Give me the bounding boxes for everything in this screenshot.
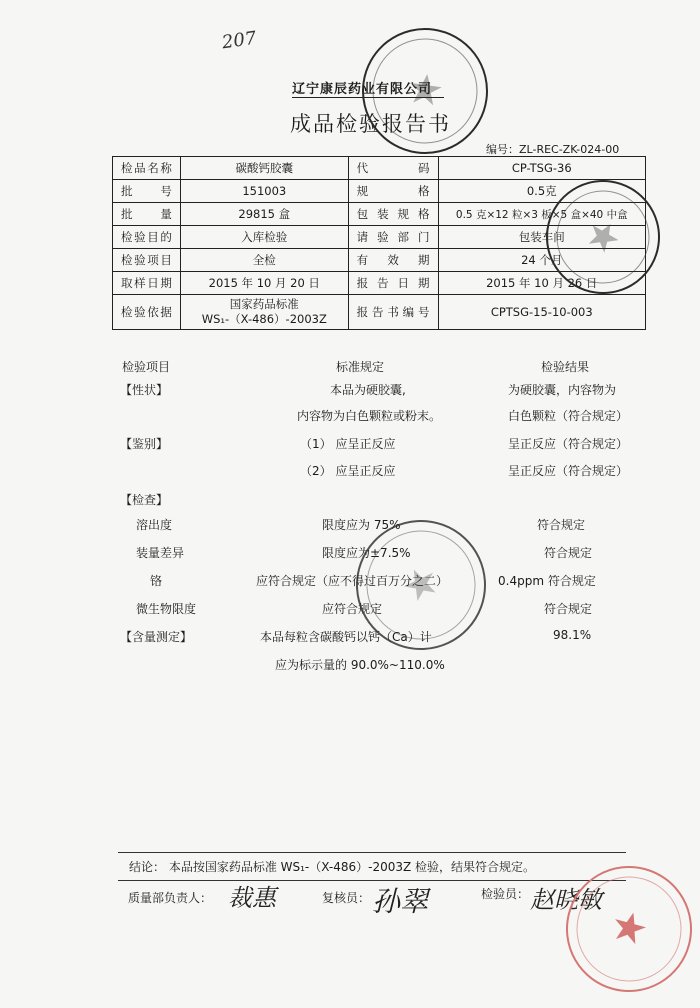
report-date-value: 2015 年 10 月 26 日	[438, 272, 646, 295]
red-qa-seal	[552, 852, 700, 1006]
code-label: 代 码	[348, 157, 438, 180]
top-company-seal	[354, 20, 496, 162]
report-no-label: 报告书编号	[348, 295, 438, 330]
inspector-signature: 赵晓敏	[530, 886, 602, 914]
inspection-name: 溶出度	[136, 518, 173, 532]
spec-label: 规 格	[348, 180, 438, 203]
product-name-value: 碳酸钙胶囊	[180, 157, 348, 180]
product-name-label: 检品名称	[113, 157, 181, 180]
code-value: CP-TSG-36	[438, 157, 646, 180]
request-dept-label: 请验部门	[348, 226, 438, 249]
reviewer-label: 复核员：	[322, 891, 371, 905]
appearance-label: 【性状】	[120, 383, 169, 397]
appearance-result-1: 为硬胶囊，内容物为	[508, 383, 617, 397]
purpose-value: 入库检验	[180, 226, 348, 249]
assay-standard-1: 本品每粒含碳酸钙以钙（Ca）计	[260, 630, 432, 644]
batch-qty-value: 29815 盒	[180, 203, 348, 226]
header-standard: 标准规定	[336, 360, 385, 374]
identification-result-1: 呈正反应（符合规定）	[508, 437, 629, 451]
basis-line1: 国家药品标准	[229, 297, 299, 311]
item-label: 检验项目	[113, 249, 181, 272]
package-spec-label: 包装规格	[348, 203, 438, 226]
report-title: 成品检验报告书	[290, 112, 451, 136]
info-row	[113, 295, 646, 330]
sample-date-label: 取样日期	[113, 272, 181, 295]
inspection-result: 符合规定	[544, 546, 593, 560]
request-dept-value: 包装车间	[438, 226, 646, 249]
inspection-name: 微生物限度	[136, 602, 197, 616]
inspection-standard: 应符合规定（应不得过百万分之二）	[256, 574, 449, 588]
seal-star-icon	[356, 22, 494, 160]
spec-value: 0.5克	[438, 180, 646, 203]
qa-head-label: 质量部负责人：	[128, 891, 213, 905]
reviewer-signature: 孙翠	[372, 885, 429, 918]
assay-label: 【含量测定】	[120, 630, 193, 644]
conclusion-top-rule	[118, 852, 626, 853]
company-name: 辽宁康辰药业有限公司	[292, 82, 433, 97]
batch-qty-label: 批 量	[113, 203, 181, 226]
assay-result: 98.1%	[553, 628, 592, 642]
basis-value	[180, 295, 348, 330]
identification-result-2: 呈正反应（符合规定）	[508, 464, 629, 478]
batch-no-value: 151003	[180, 180, 348, 203]
sample-date-value: 2015 年 10 月 20 日	[180, 272, 348, 295]
purpose-label: 检验目的	[113, 226, 181, 249]
validity-label: 有 效 期	[348, 249, 438, 272]
header-item: 检验项目	[122, 360, 171, 374]
header-result: 检验结果	[541, 360, 590, 374]
basis-line2: WS₁-（X-486）-2003Z	[201, 312, 327, 326]
inspection-result: 符合规定	[544, 602, 593, 616]
inspection-name: 铬	[150, 574, 163, 588]
basis-label: 检验依据	[113, 295, 181, 330]
package-spec-value: 0.5 克×12 粒×3 板×5 盒×40 中盒	[438, 203, 646, 226]
assay-standard-2: 应为标示量的 90.0%~110.0%	[275, 658, 445, 672]
inspection-label: 【检查】	[120, 493, 169, 507]
item-value: 全检	[180, 249, 348, 272]
inspection-result: 符合规定	[537, 518, 586, 532]
report-date-label: 报告日期	[348, 272, 438, 295]
inspector-label: 检验员：	[481, 887, 530, 901]
inspection-result: 0.4ppm 符合规定	[498, 574, 596, 588]
doc-number: 编号：ZL-REC-ZK-024-00	[486, 143, 620, 156]
appearance-result-2: 白色颗粒（符合规定）	[508, 409, 629, 423]
inspection-standard: 限度应为 75%	[322, 518, 401, 532]
appearance-standard-1: 本品为硬胶囊,	[330, 383, 406, 397]
info-row	[113, 157, 646, 180]
identification-standard-1: （1） 应呈正反应	[300, 437, 396, 451]
inspection-name: 装量差异	[136, 546, 185, 560]
batch-no-label: 批 号	[113, 180, 181, 203]
qa-head-signature: 裁惠	[228, 884, 276, 912]
appearance-standard-2: 内容物为白色颗粒或粉末。	[297, 409, 442, 423]
handwritten-note: 207	[220, 27, 258, 54]
identification-standard-2: （2） 应呈正反应	[300, 464, 396, 478]
inspection-standard: 应符合规定	[322, 602, 383, 616]
validity-value: 24 个月	[438, 249, 646, 272]
report-no-value: CPTSG-15-10-003	[438, 295, 646, 330]
conclusion: 结论： 本品按国家药品标准 WS₁-（X-486）-2003Z 检验，结果符合规定。	[129, 860, 536, 874]
identification-label: 【鉴别】	[120, 437, 169, 451]
inspection-standard: 限度应为±7.5%	[322, 546, 411, 560]
red-seal-star-icon	[554, 854, 700, 1003]
